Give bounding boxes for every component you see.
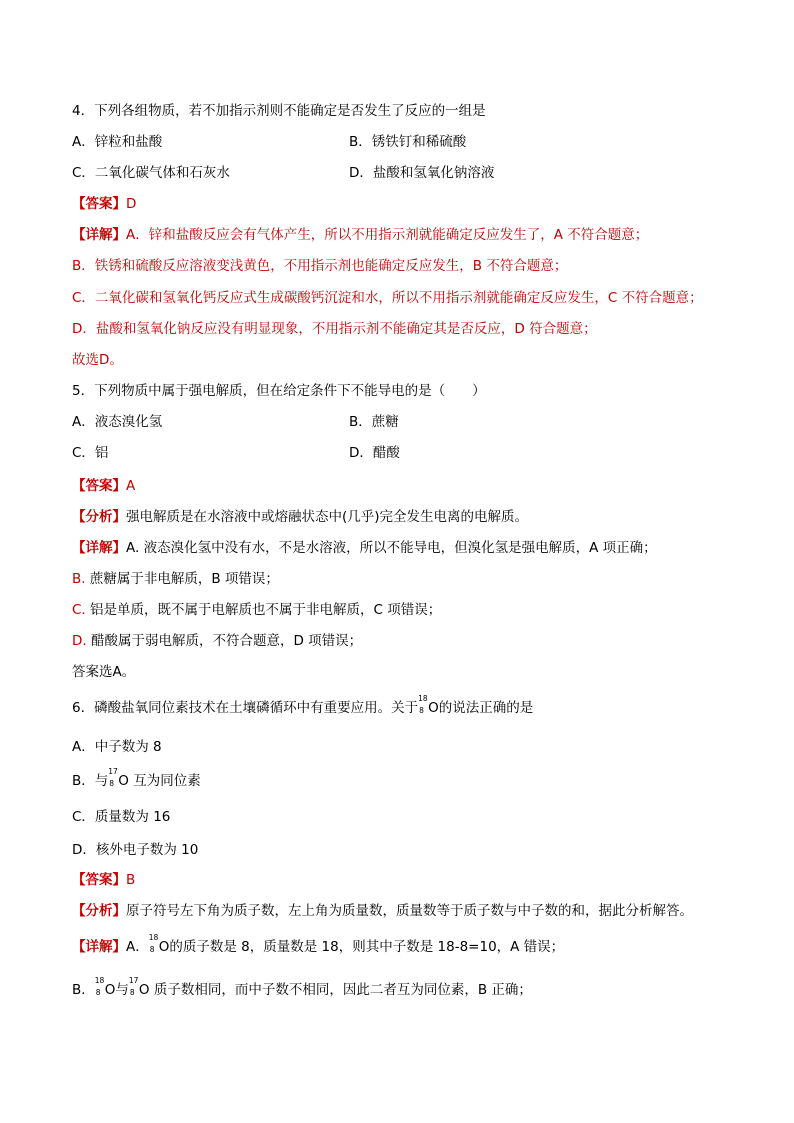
isotope-o18: 18 8 [148, 933, 159, 954]
q5-answer [72, 476, 135, 496]
q4-option-b: B．锈铁钉和稀硫酸 [349, 134, 467, 150]
q4-stem: 4．下列各组物质，若不加指示剂则不能确定是否发生了反应的一组是 [72, 103, 486, 119]
q4-option-a: A．锌粒和盐酸 [72, 134, 163, 150]
detail-prefix: D. [72, 633, 87, 649]
q5-option-d: D．醋酸 [349, 445, 400, 461]
q5-detail-a [72, 538, 657, 558]
detail-tag: 【详解】 [72, 540, 126, 556]
q5-option-a: A．液态溴化氢 [72, 414, 163, 430]
q4-detail-b: B．铁锈和硫酸反应溶液变浅黄色，不用指示剂也能确定反应发生，B 不符合题意； [72, 258, 568, 274]
q6-option-a: A．中子数为 8 [72, 739, 162, 755]
q6-option-b: B．与 17 8 O 互为同位素 [72, 767, 201, 789]
q5-analysis [72, 507, 528, 527]
q5-option-c: C．铝 [72, 445, 109, 461]
answer-tag: 【答案】 [72, 196, 126, 212]
q6-answer [72, 870, 135, 890]
detail-text: A．锌和盐酸反应会有气体产生，所以不用指示剂就能确定反应发生了，A 不符合题意； [126, 227, 649, 243]
q4-option-d: D．盐酸和氢氧化钠溶液 [349, 165, 495, 181]
q6-detail-b: B． 18 8 O与 17 8 O 质子数相同，而中子数不相同，因此二者互为同位素，B 正确； [72, 976, 532, 998]
q5-conclusion: 答案选A。 [72, 664, 136, 680]
answer-value: D [126, 196, 137, 212]
analysis-tag: 【分析】 [72, 509, 126, 525]
q4-detail-d: D．盐酸和氢氧化钠反应没有明显现象，不用指示剂不能确定其是否反应，D 符合题意； [72, 321, 597, 337]
q4-detail-c: C．二氧化碳和氢氧化钙反应式生成碳酸钙沉淀和水，所以不用指示剂就能确定反应发生，C 不符合题意； [72, 290, 703, 306]
isotope-o18: 18 8 [94, 976, 105, 997]
q5-detail-b [72, 569, 279, 589]
analysis-tag: 【分析】 [72, 903, 126, 919]
q5-detail-c [72, 600, 441, 620]
q4-option-c: C．二氧化碳气体和石灰水 [72, 165, 230, 181]
detail-prefix: B. [72, 571, 86, 587]
answer-tag: 【答案】 [72, 872, 126, 888]
answer-tag: 【答案】 [72, 478, 126, 494]
q4-conclusion: 故选D。 [72, 352, 123, 368]
q5-stem: 5．下列物质中属于强电解质，但在给定条件下不能导电的是（ ） [72, 383, 486, 399]
detail-tag: 【详解】 [72, 227, 126, 243]
q6-option-d: D．核外电子数为 10 [72, 842, 199, 858]
q5-option-b: B．蔗糖 [349, 414, 399, 430]
detail-text: 醋酸属于弱电解质，不符合题意，D 项错误； [90, 633, 363, 649]
detail-tag: 【详解】 [72, 939, 126, 955]
analysis-text: 原子符号左下角为质子数，左上角为质量数，质量数等于质子数与中子数的和，据此分析解答。 [126, 903, 693, 919]
isotope-o18: 18 8 [418, 694, 428, 715]
stem-text: 6．磷酸盐氧同位素技术在土壤磷循环中有重要应用。关于 [72, 700, 419, 716]
q4-answer [72, 194, 136, 214]
q5-detail-d [72, 631, 362, 651]
isotope-o17: 17 8 [128, 976, 139, 997]
q6-option-c: C．质量数为 16 [72, 809, 171, 825]
detail-prefix: C. [72, 602, 86, 618]
answer-value: A [126, 478, 136, 494]
q6-stem: 6．磷酸盐氧同位素技术在土壤磷循环中有重要应用。关于 18 8 O的说法正确的是 [72, 694, 534, 716]
analysis-text: 强电解质是在水溶液中或熔融状态中(几乎)完全发生电离的电解质。 [126, 509, 529, 525]
q6-analysis [72, 901, 693, 921]
detail-text: 蔗糖属于非电解质，B 项错误； [89, 571, 279, 587]
detail-text: 铝是单质，既不属于电解质也不属于非电解质，C 项错误； [90, 602, 442, 618]
isotope-o17: 17 8 [108, 767, 118, 788]
detail-text: A. 液态溴化氢中没有水，不是水溶液，所以不能导电，但溴化氢是强电解质，A 项正确； [126, 540, 657, 556]
answer-value: B [126, 872, 136, 888]
q6-detail-a: 【详解】A． 18 8 O的质子数是 8，质量数是 18，则其中子数是 18-8=10，A 错误； [72, 933, 565, 955]
stem-text: 的说法正确的是 [438, 700, 534, 716]
q4-detail-a [72, 225, 648, 245]
